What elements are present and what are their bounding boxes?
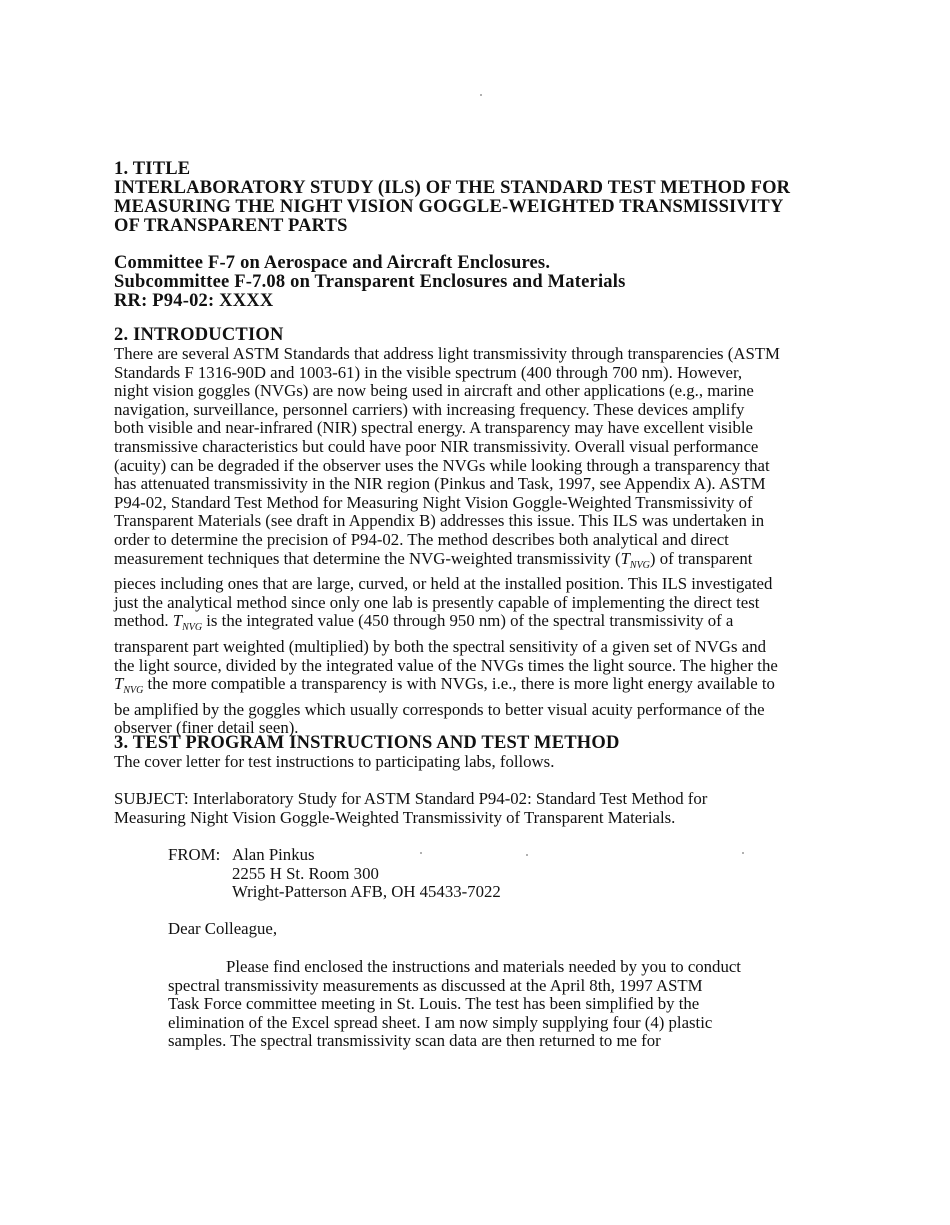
scan-speck	[526, 854, 528, 856]
document-title-line-1: INTERLABORATORY STUDY (ILS) OF THE STANDARD TEST METHOD FOR	[114, 178, 791, 198]
scan-speck	[742, 852, 744, 854]
section-3-heading: 3. TEST PROGRAM INSTRUCTIONS AND TEST METHOD	[114, 733, 620, 753]
letter-line: Task Force committee meeting in St. Louis. The test has been simplified by the	[168, 994, 700, 1014]
intro-line: observer (finer detail seen).	[114, 718, 299, 738]
from-address	[232, 846, 501, 902]
letter-line: samples. The spectral transmissivity scan data are then returned to me for	[168, 1031, 661, 1051]
section-title	[114, 160, 844, 236]
scan-speck	[480, 94, 482, 96]
intro-line: Standards F 1316-90D and 1003-61) in the visible spectrum (400 through 700 nm). However,	[114, 362, 743, 382]
intro-line: There are several ASTM Standards that address light transmissivity through transparencies (ASTM	[114, 344, 780, 363]
intro-line: transparent part weighted (multiplied) by both the spectral sensitivity of a given set of NVGs and	[114, 636, 766, 656]
intro-line: be amplified by the goggles which usually corresponds to better visual acuity performance of the	[114, 699, 765, 719]
intro-line: both visible and near-infrared (NIR) spectral energy. A transparency may have excellent visible	[114, 418, 753, 438]
letter-line: elimination of the Excel spread sheet. I am now simply supplying four (4) plastic	[168, 1012, 713, 1032]
intro-line: P94-02, Standard Test Method for Measuring Night Vision Goggle-Weighted Transmissivity of	[114, 492, 753, 512]
intro-line: just the analytical method since only one lab is presently capable of implementing the direct test	[114, 592, 760, 612]
section-introduction	[114, 326, 844, 738]
intro-line: pieces including ones that are large, curved, or held at the installed position. This ILS investigated	[114, 574, 773, 594]
from-label: FROM:	[168, 845, 221, 864]
intro-line: order to determine the precision of P94-02. The method describes both analytical and direct	[114, 529, 729, 549]
sender-street: 2255 H St. Room 300	[232, 863, 379, 883]
section-1-heading: 1. TITLE	[114, 159, 191, 179]
sender-name: Alan Pinkus	[232, 845, 315, 864]
committee-block	[114, 254, 844, 311]
intro-line: measurement techniques that determine the NVG-weighted transmissivity $(T_{NVG})$ of transparent	[114, 548, 753, 571]
intro-line: Transparent Materials (see draft in Appendix B) addresses this issue. This ILS was undertaken in	[114, 511, 765, 531]
from-block	[168, 846, 808, 902]
subcommittee-line: Subcommittee F-7.08 on Transparent Enclosures and Materials	[114, 272, 626, 292]
t-nvg-symbol: $T_{NVG}$	[620, 548, 650, 571]
introduction-paragraph	[114, 345, 844, 738]
intro-line: navigation, surveillance, personnel carriers) with increasing frequency. These devices amplify	[114, 399, 745, 419]
section-3-intro: The cover letter for test instructions to participating labs, follows.	[114, 752, 555, 771]
subject-block	[114, 790, 844, 827]
scan-speck	[420, 852, 422, 854]
intro-line: $T_{NVG}$ the more compatible a transparency is with NVGs, i.e., there is more light energy available to	[114, 674, 775, 697]
subject-line: SUBJECT: Interlaboratory Study for ASTM Standard P94-02: Standard Test Method for	[114, 789, 708, 808]
letter-line: Please find enclosed the instructions and materials needed by you to conduct	[226, 957, 741, 976]
intro-line: (acuity) can be degraded if the observer uses the NVGs while looking through a transparency that	[114, 455, 770, 475]
letter-line: spectral transmissivity measurements as discussed at the April 8th, 1997 ASTM	[168, 975, 703, 995]
sender-city: Wright-Patterson AFB, OH 45433-7022	[232, 882, 501, 902]
section-2-heading: 2. INTRODUCTION	[114, 325, 284, 345]
t-nvg-symbol: $T_{NVG}$	[172, 611, 203, 634]
intro-line: transmissive characteristics but could have poor NIR transmissivity. Overall visual performance	[114, 436, 759, 456]
subject-line: Measuring Night Vision Goggle-Weighted Transmissivity of Transparent Materials.	[114, 807, 676, 827]
section-test-program	[114, 734, 844, 772]
letter-body	[168, 958, 808, 1051]
intro-line: night vision goggles (NVGs) are now being used in aircraft and other applications (e.g., marine	[114, 381, 754, 401]
document-title-line-3: OF TRANSPARENT PARTS	[114, 216, 348, 236]
rr-line: RR: P94-02: XXXX	[114, 291, 274, 311]
document-title-line-2: MEASURING THE NIGHT VISION GOGGLE-WEIGHTED TRANSMISSIVITY	[114, 197, 784, 217]
committee-line: Committee F-7 on Aerospace and Aircraft Enclosures.	[114, 253, 551, 273]
salutation: Dear Colleague,	[168, 919, 278, 938]
intro-line: has attenuated transmissivity in the NIR region (Pinkus and Task, 1997, see Appendix A). ASTM	[114, 474, 766, 494]
intro-line: the light source, divided by the integrated value of the NVGs times the light source. The higher the	[114, 655, 778, 675]
intro-line: method. $T_{NVG}$ is the integrated value (450 through 950 nm) of the spectral transmissivity of a	[114, 611, 734, 634]
t-nvg-symbol: $T_{NVG}$	[114, 674, 144, 697]
